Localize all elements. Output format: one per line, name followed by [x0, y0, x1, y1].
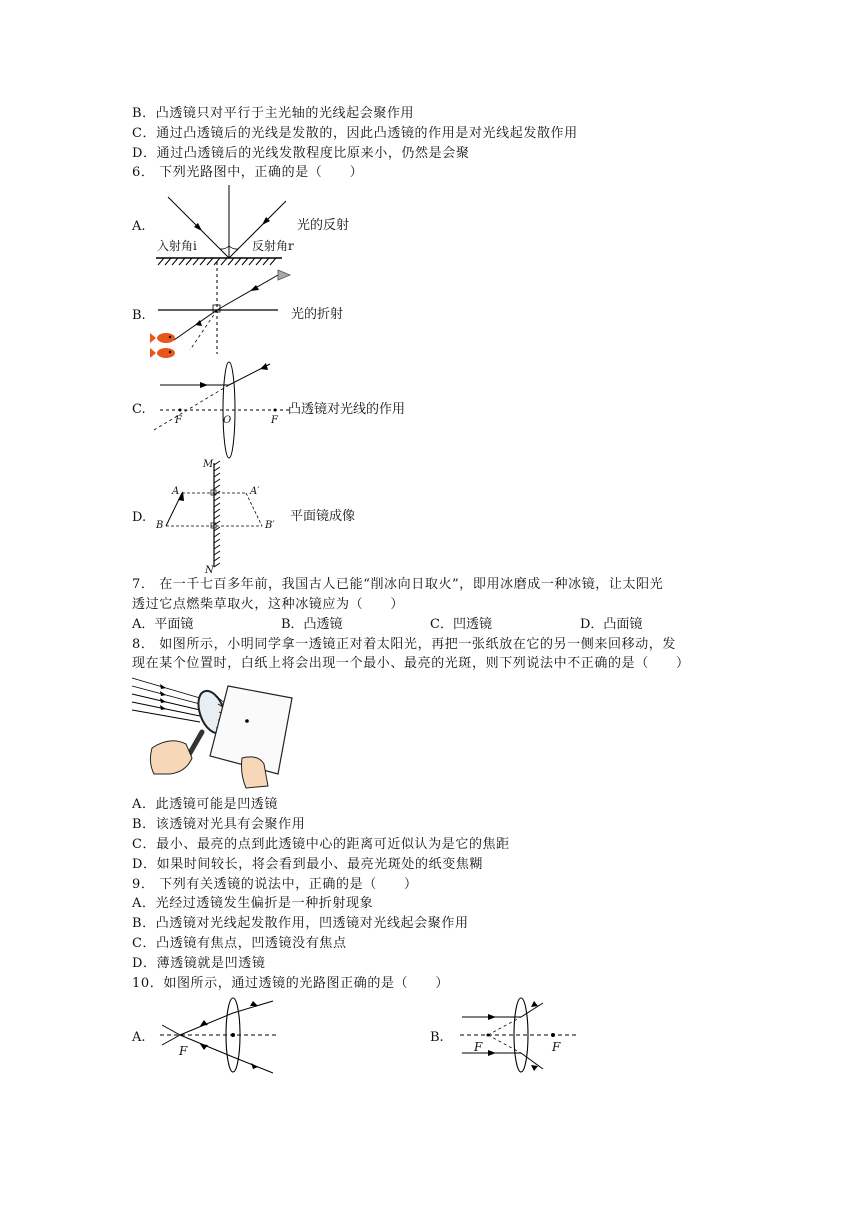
- q5-option-d: D．通过凸透镜后的光线发散程度比原来小，仍然是会聚: [132, 146, 470, 161]
- q6-option-a-label: A.: [132, 219, 146, 234]
- q6-option-b-caption: 光的折射: [291, 307, 344, 322]
- q6-reflection-diagram: [150, 185, 290, 270]
- q10-option-b-label: B.: [430, 1030, 444, 1045]
- q6-refraction-diagram: [150, 262, 295, 362]
- fish-icon: [150, 333, 175, 358]
- q6-option-d-caption: 平面镜成像: [290, 509, 356, 524]
- q8-magnifier-sunlight-illustration: [130, 674, 300, 794]
- q8-option-b: B．该透镜对光具有会聚作用: [132, 817, 306, 832]
- q6-option-b-label: B.: [132, 308, 146, 323]
- q6-reflection-angle-label: 反射角r: [252, 239, 294, 253]
- q6-incident-angle-label: 入射角i: [157, 239, 197, 253]
- q6-option-c-label: C.: [132, 402, 146, 417]
- q6-focus-left: F: [175, 415, 182, 426]
- q9-stem: 9． 下列有关透镜的说法中，正确的是（ ）: [132, 877, 418, 892]
- q9-option-d: D．薄透镜就是凹透镜: [132, 956, 266, 971]
- q9-option-c: C．凸透镜有焦点，凹透镜没有焦点: [132, 936, 347, 951]
- q7-option-c: C．凹透镜: [430, 617, 492, 632]
- q7-stem-line2: 透过它点燃柴草取火，这种冰镜应为（ ）: [132, 597, 405, 612]
- q6-convex-lens-diagram: [150, 362, 295, 462]
- q6-point-a: A: [172, 486, 180, 497]
- q9-option-b: B．凸透镜对光线起发散作用，凹透镜对光线起会聚作用: [132, 916, 469, 931]
- q5-option-c: C．通过凸透镜后的光线是发散的，因此凸透镜的作用是对光线起发散作用: [132, 126, 578, 141]
- eye-icon: [278, 270, 290, 280]
- q10-option-a-diagram: [158, 995, 283, 1075]
- q6-focus-right: F: [271, 415, 278, 426]
- q8-stem-line1: 8． 如图所示，小明同学拿一透镜正对着太阳光，再把一张纸放在它的另一侧来回移动，发: [132, 637, 677, 652]
- q8-stem-line2: 现在某个位置时，白纸上将会出现一个最小、最亮的光斑，则下列说法中不正确的是（ ）: [132, 656, 690, 671]
- q10-b-focus-left: F: [474, 1040, 483, 1054]
- q7-option-d: D．凸面镜: [580, 617, 643, 632]
- q6-point-b-image: B′: [265, 520, 275, 531]
- q6-option-d-label: D.: [132, 510, 147, 525]
- q8-option-d: D．如果时间较长，将会看到最小、最亮光斑处的纸变焦糊: [132, 857, 484, 872]
- q6-mirror-n: N: [205, 565, 214, 576]
- q6-option-c-caption: 凸透镜对光线的作用: [288, 402, 406, 417]
- q10-option-b-diagram: [458, 995, 583, 1075]
- q6-point-a-image: A′: [250, 486, 260, 497]
- q8-option-a: A．此透镜可能是凹透镜: [132, 797, 278, 812]
- q6-lens-center: O: [223, 415, 232, 426]
- q10-b-focus-right: F: [552, 1040, 561, 1054]
- q10-a-focus: F: [179, 1044, 188, 1058]
- q10-option-a-label: A.: [132, 1030, 146, 1045]
- q6-point-b: B: [156, 520, 164, 531]
- q7-stem-line1: 7． 在一千七百多年前，我国古人已能“削冰向日取火”，即用冰磨成一种冰镜，让太阳光: [132, 577, 664, 592]
- q10-stem: 10．如图所示，通过透镜的光路图正确的是（ ）: [132, 976, 449, 991]
- q7-option-a: A．平面镜: [132, 617, 194, 632]
- q6-stem: 6． 下列光路图中，正确的是（ ）: [132, 165, 364, 180]
- q9-option-a: A．光经过透镜发生偏折是一种折射现象: [132, 896, 374, 911]
- q5-option-b: B．凸透镜只对平行于主光轴的光线起会聚作用: [132, 106, 415, 121]
- q8-option-c: C．最小、最亮的点到此透镜中心的距离可近似认为是它的焦距: [132, 837, 510, 852]
- q6-mirror-m: M: [203, 459, 214, 470]
- q7-option-b: B．凸透镜: [281, 617, 343, 632]
- q6-plane-mirror-diagram: [150, 455, 290, 575]
- q6-option-a-caption: 光的反射: [297, 218, 350, 233]
